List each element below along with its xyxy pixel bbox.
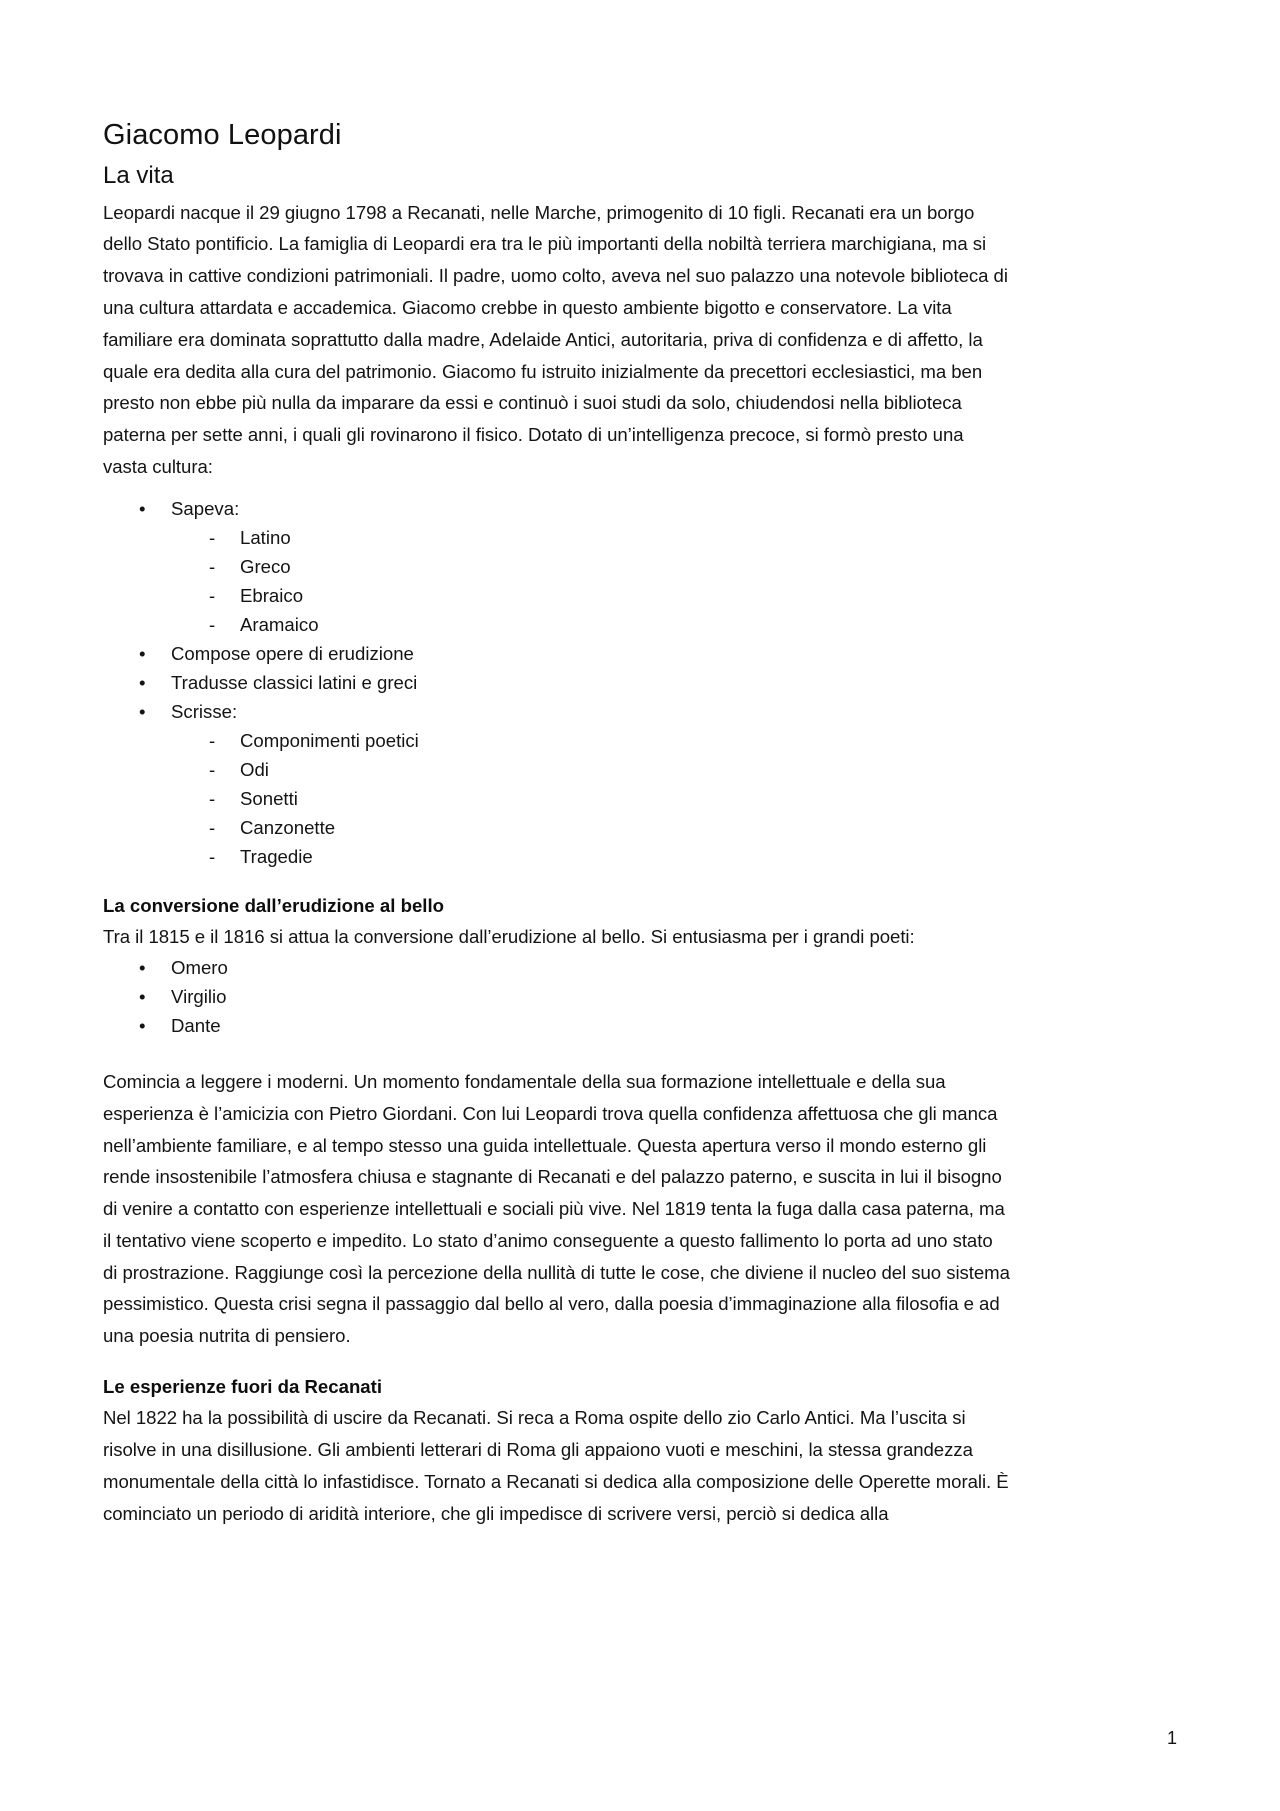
list-item-label: Aramaico (240, 613, 319, 635)
paragraph-vita: Leopardi nacque il 29 giugno 1798 a Recanati, nelle Marche, primogenito di 10 figli. Recanati era un borgo dello Stato pontificio. La famiglia di Leopardi era tra le più importanti della nobiltà terriera marchigiana, ma si trovava in cattive condizioni patrimoniali. Il padre, uomo colto, aveva nel suo palazzo una notevole biblioteca di una cultura attardata e accademica. Giacomo crebbe in questo ambiente bigotto e conservatore. La vita familiare era dominata soprattutto dalla madre, Adelaide Antici, autoritaria, priva di confidenza e di affetto, la quale era dedita alla cura del patrimonio. Giacomo fu istruito inizialmente da precettori ecclesiastici, ma ben presto non ebbe più nulla da imparare da essi e continuò i suoi studi da solo, chiudendosi nella biblioteca paterna per sette anni, i quali gli rovinarono il fisico. Dotato di un’intelligenza precoce, si formò presto una vasta cultura: (103, 201, 1008, 477)
dash-icon: - (209, 758, 216, 780)
list-attivita (103, 639, 1011, 726)
spacer (103, 1040, 1011, 1066)
list-item (103, 953, 1011, 982)
list-item-label: Sapeva: (171, 497, 240, 519)
bullet-icon: • (139, 985, 146, 1007)
dash-icon: - (209, 584, 216, 606)
spacer (103, 871, 1011, 891)
list-item (103, 668, 1011, 697)
list-item-label: Componimenti poetici (240, 729, 419, 751)
list-lingue (103, 523, 1011, 639)
list-item-label: Ebraico (240, 584, 304, 606)
paragraph-conversione: Comincia a leggere i moderni. Un momento fondamentale della sua formazione intellettuale e della sua esperienza è l’amicizia con Pietro Giordani. Con lui Leopardi trova quella confidenza affettuosa che gli manca nell’ambiente familiare, e al tempo stesso una guida intellettuale. Questa apertura verso il mondo esterno gli rende insostenibile l’atmosfera chiusa e stagnante di Recanati e del palazzo paterno, e suscita in lui il bisogno di venire a contatto con esperienze intellettuali e sociali più vive. Nel 1819 tenta la fuga dalla casa paterna, ma il tentativo viene scoperto e impedito. Lo stato d’animo conseguente a questo fallimento lo porta ad uno stato di prostrazione. Raggiunge così la percezione della nullità di tutte le cose, che diviene il nucleo del suo sistema pessimistico. Questa crisi segna il passaggio dal bello al vero, dalla poesia d’immaginazione alla filosofia e ad una poesia nutrita di pensiero. (103, 1070, 1010, 1347)
list-item-label: Dante (171, 1014, 221, 1036)
list-item (103, 726, 1011, 755)
list-item-label: Virgilio (171, 985, 227, 1007)
heading-conversione: La conversione dall’erudizione al bello (103, 894, 444, 916)
dash-icon: - (209, 787, 216, 809)
list-item (103, 581, 1011, 610)
list-item-label: Tragedie (240, 845, 313, 867)
list-item (103, 494, 1011, 523)
list-item-label: Latino (240, 526, 291, 548)
list-item (103, 755, 1011, 784)
spacer (103, 1352, 1011, 1372)
dash-icon: - (209, 816, 216, 838)
list-item-label: Compose opere di erudizione (171, 642, 414, 664)
list-item-label: Scrisse: (171, 700, 238, 722)
spacer (103, 483, 1011, 494)
dash-icon: - (209, 729, 216, 751)
list-item (103, 639, 1011, 668)
bullet-icon: • (139, 642, 146, 664)
heading-esperienze: Le esperienze fuori da Recanati (103, 1375, 382, 1397)
bullet-icon: • (139, 671, 146, 693)
list-item-label: Tradusse classici latini e greci (171, 671, 418, 693)
list-item (103, 842, 1011, 871)
paragraph-esperienze: Nel 1822 ha la possibilità di uscire da Recanati. Si reca a Roma ospite dello zio Carlo Antici. Ma l’uscita si risolve in una disillusione. Gli ambienti letterari di Roma gli appaiono vuoti e meschini, la stessa grandezza monumentale della città lo infastidisce. Tornato a Recanati si dedica alla composizione delle Operette morali. È cominciato un periodo di aridità interiore, che gli impedisce di scrivere versi, perciò si dedica alla (103, 1407, 1009, 1524)
list-item-label: Canzonette (240, 816, 336, 838)
list-item-label: Sonetti (240, 787, 298, 809)
list-item (103, 784, 1011, 813)
list-item (103, 813, 1011, 842)
list-item (103, 552, 1011, 581)
dash-icon: - (209, 526, 216, 548)
list-item (103, 982, 1011, 1011)
list-item-label: Odi (240, 758, 269, 780)
document-content (103, 118, 1011, 1530)
list-opere (103, 726, 1011, 871)
list-item (103, 523, 1011, 552)
dash-icon: - (209, 845, 216, 867)
bullet-icon: • (139, 497, 146, 519)
list-item (103, 697, 1011, 726)
list-item (103, 610, 1011, 639)
bullet-icon: • (139, 1014, 146, 1036)
bullet-icon: • (139, 956, 146, 978)
list-poeti (103, 953, 1011, 1040)
page-title: Giacomo Leopardi (103, 119, 342, 151)
list-item-label: Greco (240, 555, 291, 577)
dash-icon: - (209, 555, 216, 577)
page-number: 1 (1166, 1728, 1177, 1748)
list-item (103, 1011, 1011, 1040)
dash-icon: - (209, 613, 216, 635)
list-item-label: Omero (171, 956, 228, 978)
list-sapeva (103, 494, 1011, 523)
section-subtitle-la-vita: La vita (103, 162, 174, 190)
bullet-icon: • (139, 700, 146, 722)
paragraph-conversione-intro: Tra il 1815 e il 1816 si attua la conversione dall’erudizione al bello. Si entusiasma per i grandi poeti: (103, 926, 915, 948)
